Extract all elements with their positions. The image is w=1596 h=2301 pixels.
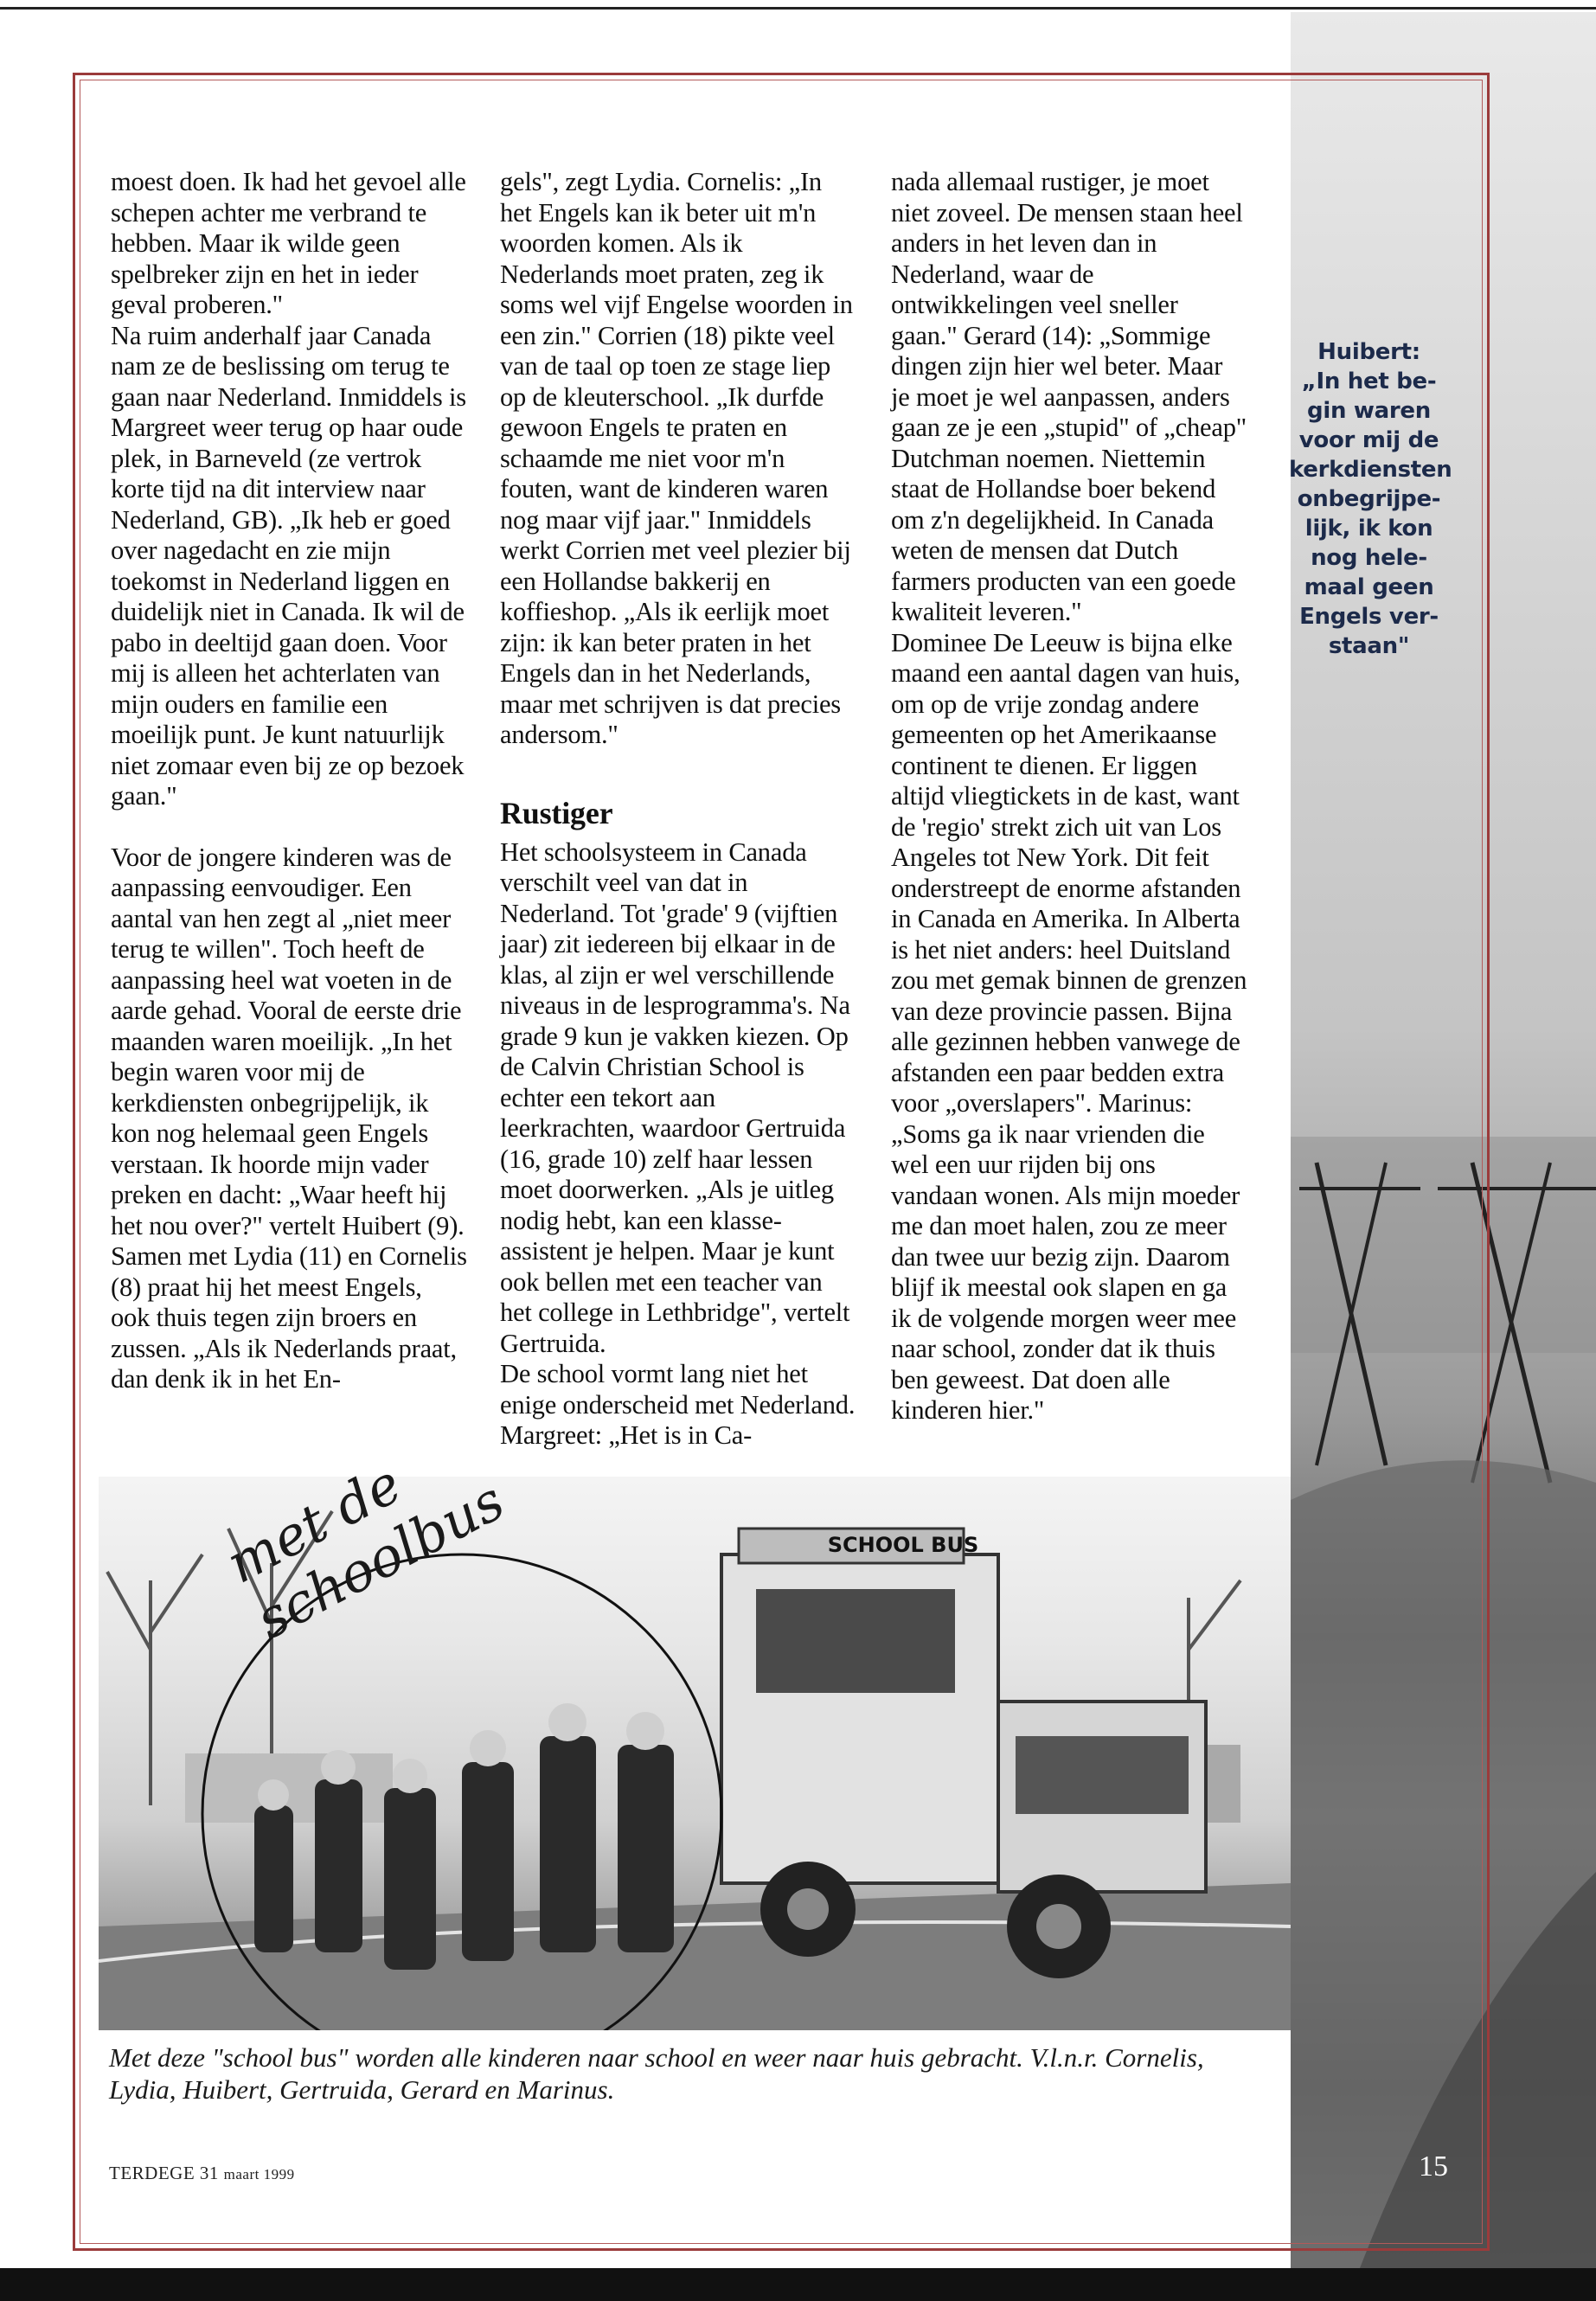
pull-quote-line: onbegrijpe- (1297, 486, 1441, 512)
paragraph: Dominee De Leeuw is bijna elke maand een aantal dagen van huis, om op de vrije zondag andere gemeenten op het Amerikaanse continent te dienen. Er liggen altijd vliegtickets in de kast, want de 'regio' strekt zich uit van Los Angeles tot New York. Dit feit onderstreept de enorme afstanden in Canada en Amerika. In Alberta is het niet anders: heel Duitsland zou met gemak binnen de grenzen van deze provincie passen. Bijna alle gezinnen hebben vanwege de afstanden een paar bedden extra voor „overslapers". Marinus: „Soms ga ik naar vrienden die wel een uur rijden bij ons vandaan wonen. Als mijn moeder me dan moet halen, zou ze meer dan twee uur bezig zijn. Daarom blijf ik meestal ook slapen en ga ik de volgende morgen weer mee naar school, zonder dat ik thuis ben geweest. Dat doen alle kinderen hier." (891, 627, 1247, 1425)
paragraph: Voor de jongere kinderen was de aanpassing eenvoudiger. Een aantal van hen zegt al „niet meer terug te willen". Toch heeft de aanpassing heel wat voeten in de aarde gehad. Vooral de eerste drie maanden waren moeilijk. „In het begin waren voor mij de kerkdiensten onbegrijpelijk, ik kon nog helemaal geen Engels verstaan. Ik hoorde mijn vader preken en dacht: „Waar heeft hij het nou over?" vertelt Huibert (9). Samen met Lydia (11) en Cornelis (8) praat hij het meest Engels, ook thuis tegen zijn broers en zussen. „Als ik Nederlands praat, dan denk ik in het En- (111, 842, 467, 1394)
subheading: Rustiger (500, 795, 613, 830)
top-rule (0, 7, 1596, 10)
pull-quote-line: maal geen (1304, 574, 1434, 600)
pull-quote-line: lijk, ik kon (1304, 516, 1433, 542)
issue-date: maart 1999 (223, 2166, 295, 2182)
bus-sign: SCHOOL BUS (827, 1533, 979, 1557)
pull-quote-line: voor mij de (1298, 427, 1439, 453)
paragraph: gels", zegt Lydia. Cornelis: „In het Engels kan ik beter uit m'n woorden komen. Als ik Nederlands moet praten, zeg ik soms wel vijf Engelse woorden in een zin." Corrien (18) pikte veel van de taal op toen ze stage liep op de kleuterschool. „Ik durfde gewoon Engels te praten en schaamde me niet voor m'n fouten, want de kinderen waren nog maar vijf jaar." Inmiddels werkt Corrien met veel plezier bij een Hollandse bakkerij en koffieshop. „Als ik eerlijk moet zijn: ik kan beter praten in het Engels dan in het Nederlands, maar met schrijven is dat precies andersom." (500, 167, 853, 749)
pull-quote (1289, 337, 1452, 661)
paragraph: De school vormt lang niet het enige onderscheid met Nederland. Margreet: „Het is in Ca- (500, 1359, 856, 1450)
pull-quote-line: staan" (1328, 633, 1410, 659)
paragraph: Na ruim anderhalf jaar Canada nam ze de beslissing om terug te gaan naar Nederland. Inmiddels is Margreet weer terug op haar oude plek, in Barneveld (ze vertrok korte tijd na dit interview naar Nederland, GB). „Ik heb er goed over nagedacht en zie mijn toekomst in Nederland liggen en duidelijk niet in Canada. Ik wil de pabo in deeltijd gaan doen. Voor mij is alleen het achterlaten van mijn ouders en familie een moeilijk punt. Je kunt natuurlijk niet zomaar even bij ze op bezoek gaan." (111, 320, 466, 811)
pull-quote-line: nog hele- (1311, 545, 1427, 571)
pull-quote-line: „In het be- (1301, 369, 1437, 394)
paragraph: moest doen. Ik had het gevoel alle schepen achter me verbrand te hebben. Maar ik wilde geen spelbreker zijn en het in ieder geval proberen." (111, 167, 466, 319)
article-column-1 (111, 167, 467, 1395)
article-column-2 (500, 167, 856, 1452)
handwritten-annotation: met de schoolbus (216, 1452, 515, 1651)
pull-quote-line: kerkdiensten (1289, 457, 1452, 483)
article-column-3 (891, 167, 1247, 1426)
pull-quote-line: Huibert: (1317, 339, 1420, 365)
pull-quote-line: Engels ver- (1299, 604, 1439, 630)
photo-caption: Met deze "school bus" worden alle kinderen naar school en weer naar huis gebracht. V.l.n.r. Cornelis, Lydia, Huibert, Gertruida, Gerard en Marinus. (109, 2042, 1204, 2105)
page-number: 15 (1419, 2150, 1448, 2182)
magazine-name: TERDEGE 31 (109, 2163, 219, 2183)
pull-quote-line: gin waren (1307, 398, 1431, 424)
paragraph: nada allemaal rustiger, je moet niet zoveel. De mensen staan heel anders in het leven dan in Nederland, waar de ontwikkelingen veel sneller gaan." Gerard (14): „Sommige dingen zijn hier wel beter. Maar je moet je wel aanpassen, anders gaan ze je een „stupid" of „cheap" Dutchman noemen. Niettemin staat de Hollandse boer bekend om z'n degelijkheid. In Canada weten de mensen dat Dutch farmers producten van een goede kwaliteit leveren." (891, 167, 1247, 626)
bottom-bar (0, 2268, 1596, 2301)
footer-magazine (109, 2163, 295, 2184)
paragraph: Het schoolsysteem in Canada verschilt veel van dat in Nederland. Tot 'grade' 9 (vijftien jaar) zit iedereen bij elkaar in de klas, al zijn er wel verschillende niveaus in de lesprogramma's. Na grade 9 kun je vakken kiezen. Op de Calvin Christian School is echter een tekort aan leerkrachten, waardoor Gertruida (16, grade 10) zelf haar lessen moet doorwerken. „Als je uitleg nodig hebt, kan een klasse-assistent je helpen. Maar je kunt ook bellen met een teacher van het college in Lethbridge", vertelt Gertruida. (500, 836, 850, 1358)
